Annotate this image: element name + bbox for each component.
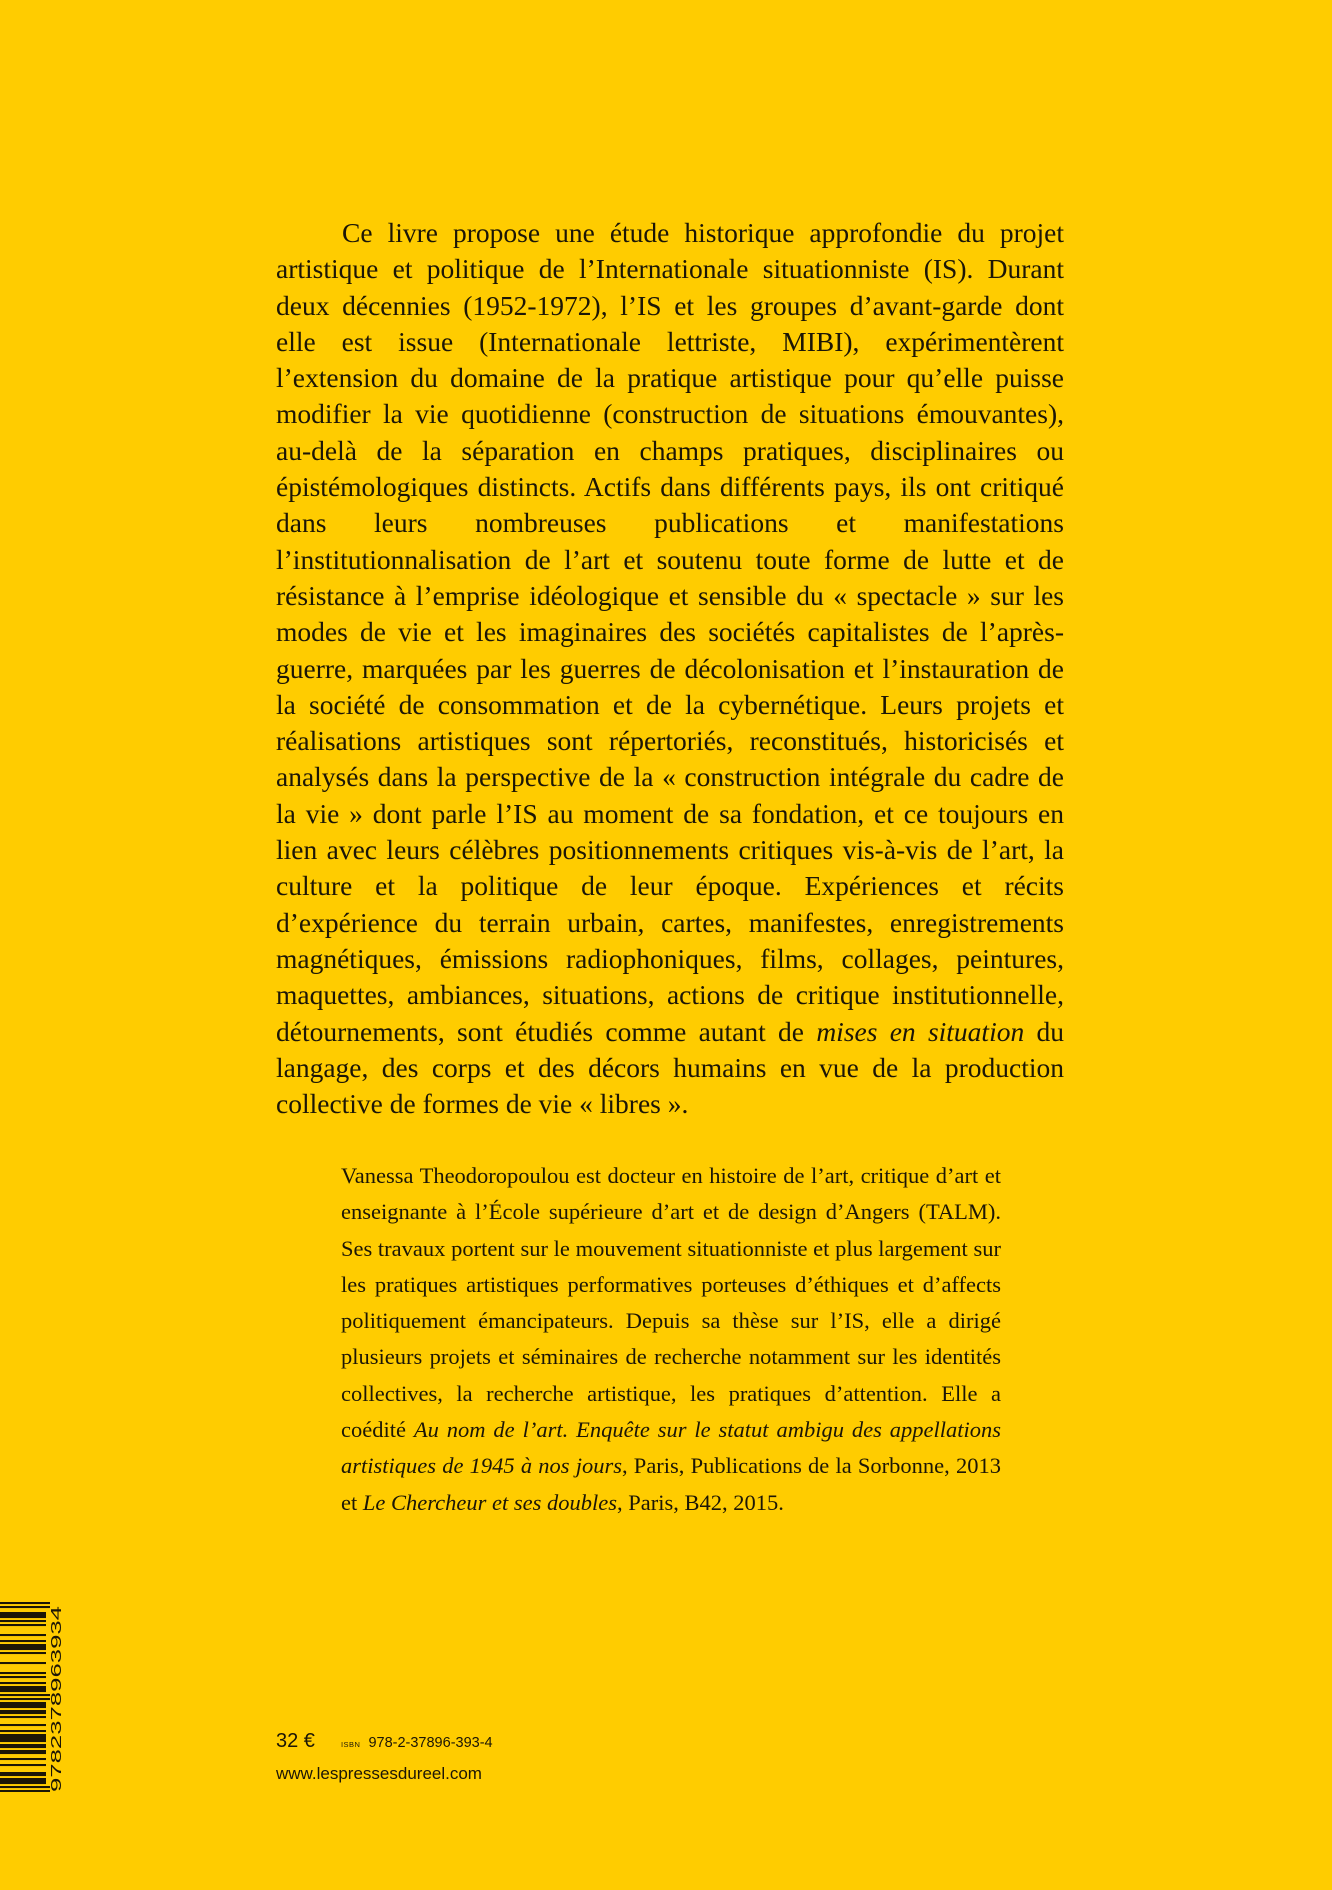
description-italic-1: mises en situation — [816, 1015, 1025, 1047]
barcode-bar — [0, 1676, 46, 1678]
barcode-bar — [0, 1712, 46, 1714]
barcode-bar — [0, 1740, 46, 1742]
barcode-bar — [0, 1612, 46, 1614]
barcode-bar — [0, 1662, 46, 1664]
barcode-bar — [0, 1736, 46, 1738]
barcode-bar — [0, 1786, 50, 1788]
price-isbn-line — [276, 1730, 493, 1760]
author-bio — [341, 1158, 1001, 1521]
barcode-bar — [0, 1780, 46, 1782]
barcode-bar — [0, 1634, 46, 1636]
barcode-digits: 9782378963934 — [48, 1683, 65, 1792]
isbn-label: ISBN — [340, 1740, 361, 1749]
barcode-bar — [0, 1648, 46, 1650]
barcode-bar — [0, 1774, 46, 1776]
barcode-bar — [0, 1744, 46, 1746]
barcode-bar — [0, 1690, 46, 1692]
barcode-bar — [0, 1734, 46, 1736]
barcode-bar — [0, 1620, 46, 1622]
barcode-bar — [0, 1688, 46, 1690]
barcode — [0, 1602, 68, 1792]
barcode-bar — [0, 1778, 46, 1780]
bio-text-3: , Paris, B42, 2015. — [617, 1489, 784, 1515]
barcode-bar — [0, 1746, 46, 1748]
price: 32 € — [276, 1730, 315, 1752]
barcode-bar — [0, 1616, 46, 1618]
bio-italic-2: Le Chercheur et ses doubles — [362, 1489, 617, 1515]
description-paragraph — [276, 215, 1064, 1122]
bio-italic-1: Au nom de l’art. Enquête sur le statut ambigu des appellations artistiques de 1945 à nos jours — [341, 1417, 1001, 1479]
barcode-bar — [0, 1730, 46, 1732]
barcode-bar — [0, 1606, 50, 1608]
barcode-bar — [0, 1704, 46, 1706]
barcode-bar — [0, 1710, 46, 1712]
isbn-number: 978-2-37896-393-4 — [368, 1735, 493, 1751]
barcode-bar — [0, 1750, 46, 1752]
barcode-bar — [0, 1716, 46, 1718]
barcode-bar — [0, 1764, 46, 1766]
barcode-bar — [0, 1706, 46, 1708]
publisher-website: www.lespressesdureel.com — [276, 1764, 482, 1783]
barcode-graphic — [0, 1602, 68, 1792]
barcode-bar — [0, 1698, 50, 1700]
description-text-2: du langage, des corps et des décors humains en vue de la production collective de formes de vie « libres ». — [276, 1015, 1065, 1120]
barcode-bar — [0, 1686, 46, 1688]
barcode-bar — [0, 1652, 46, 1654]
description-text-1: Ce livre propose une étude historique approfondie du projet artistique et politique de l’Internationale situationniste (IS). Durant deux décennies (1952-1972), l’IS et les groupes d’avant-garde dont elle est issue (Internationale lettriste, MIBI), expérimentèrent l’extension du domaine de la pratique artistique pour qu’elle puisse modifier la vie quotidienne (construction de situations émouvantes), au-delà de la séparation en champs pratiques, disciplinaires ou épistémologiques distincts. Actifs dans différents pays, ils ont critiqué dans leurs nombreuses publications et manifestations l’institutionnalisation de l’art et soutenu toute forme de lutte et de résistance à l’emprise idéologique et sensible du « spectacle » sur les modes de vie et les imaginaires des sociétés capitalistes de l’après-guerre, marquées par les guerres de décolonisation et l’instauration de la société de consommation et de la cybernétique. Leurs projets et réalisations artistiques sont répertoriés, reconstitués, historicisés et analysés dans la perspective de la « construction intégrale du cadre de la vie » dont parle l’IS au moment de sa fondation, et ce toujours en lien avec leurs célèbres positionnements critiques vis-à-vis de l’art, la culture et la politique de leur époque. Expériences et récits d’expérience du terrain urbain, cartes, manifestes, enregistrements magnétiques, émissions radiophoniques, films, collages, peintures, maquettes, ambiances, situations, actions de critique institutionnelle, détournements, sont étudiés comme autant de — [276, 217, 1064, 1047]
barcode-bar — [0, 1682, 46, 1684]
book-description — [276, 215, 1064, 1122]
barcode-bar — [0, 1640, 46, 1642]
barcode-bar — [0, 1614, 46, 1616]
barcode-bar — [0, 1790, 50, 1792]
barcode-bar — [0, 1752, 46, 1754]
bio-text-1: Vanessa Theodoropoulou est docteur en histoire de l’art, critique d’art et enseignante à l’École supérieure d’art et de design d’Angers (TALM). Ses travaux portent sur le mouvement situationniste et plus largement sur les pratiques artistiques performatives porteuses d’éthiques et d’affects politiquement émancipateurs. Depuis sa thèse sur l’IS, elle a dirigé plusieurs projets et séminaires de recherche notamment sur les identités collectives, la recherche artistique, les pratiques d’attention. Elle a coédité — [341, 1163, 1001, 1443]
barcode-bar — [0, 1672, 46, 1674]
barcode-bar — [0, 1724, 46, 1726]
barcode-bar — [0, 1758, 46, 1760]
barcode-bar — [0, 1602, 50, 1604]
bio-paragraph — [341, 1158, 1001, 1521]
barcode-bar — [0, 1772, 46, 1774]
barcode-bar — [0, 1702, 46, 1704]
barcode-bar — [0, 1782, 46, 1784]
barcode-bar — [0, 1646, 46, 1648]
barcode-bar — [0, 1738, 46, 1740]
barcode-bar — [0, 1694, 50, 1696]
barcode-bar — [0, 1644, 46, 1646]
barcode-bar — [0, 1624, 46, 1626]
bio-text-2: , Paris, Publications de la Sorbonne, 2013 et — [341, 1453, 1001, 1515]
